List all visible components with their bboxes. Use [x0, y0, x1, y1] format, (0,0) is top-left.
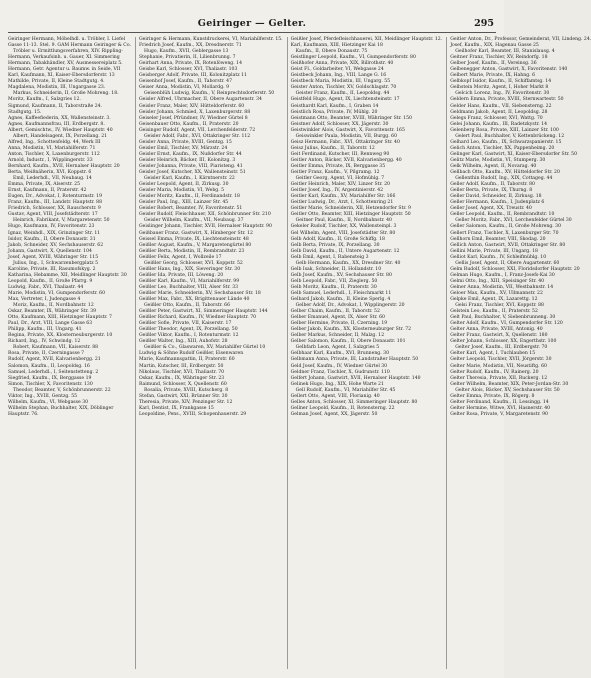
directory-entry: Geisz Hermann, Fabr., XVI, Ottakringer Str. 40 [290, 139, 400, 145]
directory-entry: Gelbfarb Leon, Agent, I, Salzgries 5 [295, 345, 380, 351]
directory-entry: Geißler Viktor, Kaufm., I, Rotenturmstr. 12 [138, 333, 239, 339]
directory-entry: Geld Josef, Kaufm., IV, Wiedner Gürtel 30 [290, 363, 388, 369]
directory-entry: Geirhart Anna, Private, IX, Rotenlöweng. 14 [138, 61, 242, 67]
directory-entry: Theresia, Private, XIV, Penzinger Str. 12 [138, 399, 233, 405]
directory-entry: Geisberger Adolf, Private, III, Kolonitzplatz 11 [138, 73, 247, 79]
directory-entry: Geißler Marie, Schneiderin, XV, Sechshauser Str. 18 [138, 290, 261, 296]
directory-entry: Geisler Leopold, Agent, II, Zirkusg. 30 [138, 182, 229, 188]
directory-entry: Gellner Leopold, Kaufm., II, Rotensterng. 22 [290, 405, 395, 411]
directory-entry: Gelter Hermine, Witwe, XVI, Hasnerstr. 40 [450, 405, 551, 411]
directory-entry: Geißler Sofie, Private, VII, Kaiserstr. 17 [138, 321, 232, 327]
directory-entry: Gellis Josef, Agent, II, Obere Augartenstr. 60 [455, 260, 560, 266]
directory-entry: Karl, Dentist, IX, Frankgasse 15 [138, 405, 214, 411]
directory-entry: Geißler & Co., Glaswaren, XV, Mariahilfer Gürtel 10 [143, 345, 266, 351]
directory-entry: Gelbkopf Isidor, Kaufm., II, Schiffamtsg. 14 [450, 79, 552, 85]
directory-entry: Rudolf, Agent, XVII, Kalvarienbergg. 21 [8, 357, 101, 363]
directory-entry: Geistlich Rosa, Private, IV, Mühlg. 20 [290, 109, 378, 115]
directory-entry: Gelber Salomon, Kaufm., II, Obere Donaustr. 101 [290, 339, 406, 345]
directory-entry: Oskar, Beamter, IX, Währinger Str. 39 [8, 309, 97, 315]
directory-entry: Geistbeck Maria, Modistin, III, Ungarg. 55 [290, 79, 391, 85]
directory-entry: Gelles Anton, Schlosser, XI, Simmeringer Hauptstr. 80 [290, 399, 418, 405]
directory-entry: Albert, Handelsagent, IX, Porzellang. 21 [13, 133, 108, 139]
directory-entry: Siegfried, Kaufm., IX, Berggasse 19 [8, 375, 92, 381]
directory-entry: Geller Leopold, Kaufm., II, Rembrandtstr. 10 [450, 212, 555, 218]
directory-entry: Geitler Marie, Schneiderin, XII, Hetzendorfer Str. 9 [290, 206, 411, 212]
directory-entry: Geisler Josef, Kutscher, XX, Wallensteinstr. 51 [138, 170, 246, 176]
directory-entry: Gelhard Leo, Kaufm., IX, Schwarzspanierstr. 15 [450, 139, 562, 145]
directory-entry: Hauptstr. 76. [8, 411, 39, 417]
directory-entry: Gelman Hugo, Kaufm., I, Franz-Josefs-Kai 30 [450, 272, 555, 278]
directory-entry: Gellini Marie, Private, III, Ungarg. 18 [450, 248, 538, 254]
directory-entry: Gelert Paul, Buchhalter, V, Kettenbrückeng. 12 [455, 133, 565, 139]
directory-entry: Katharina, Hebamme, XII, Meidlinger Hauptstr. 30 [8, 272, 127, 278]
directory-entry: Gasse 11-13. Stel. 9. GAM Hermann Geiringer & Co. [8, 43, 131, 49]
directory-entry: Anton, Tischler, X, Laxenburgerstr. 112 [8, 151, 100, 157]
directory-entry: Geisler Heinrich, Bäcker, III, Kolonitzg. 3 [138, 157, 236, 163]
directory-entry: Max, Vertreter, I, Judengasse 4 [8, 297, 81, 303]
directory-entry: Gelsi Franz, Tischler, XVI, Koppstr. 88 [455, 303, 544, 309]
directory-entry: Leopold, Kaufm., II, Große Pfarrg. 9 [8, 278, 93, 284]
directory-entry: Geldern Emma, Private, XVIII, Sternwartestr. 50 [450, 97, 564, 103]
directory-entry: Rosa, Private, II, Czerningasse 7 [8, 351, 85, 357]
directory-entry: Gellhorn Emil, Beamter, VIII, Skodag. 20 [450, 236, 546, 242]
directory-entry: Gellert Otto, Agent, VIII, Florianig. 40 [290, 393, 380, 399]
directory-entry: Gelliot Karl, Kaufm., IV, Schleifmühlg. 10 [450, 254, 547, 260]
directory-entry: Gelber Jakob, Kaufm., XX, Klosterneuburger Str. 72 [290, 327, 412, 333]
directory-entry: Emil, Lederhdl., VII, Neubaug. 14 [13, 176, 92, 182]
directory-entry: Gelpke Emil, Agent, IX, Lazarettg. 12 [450, 297, 538, 303]
directory-entry: Paul, Dr., Arzt, VIII, Lange Gasse 63 [8, 321, 93, 327]
directory-entry: Gelb Josef, Kaufm., XV, Sechshauser Str. 80 [290, 272, 392, 278]
directory-entry: Tröbler u. Ermittlungsverfahren, XIV. Rippling- [13, 49, 123, 55]
directory-entry: Geloer Max, Kaufm., XV, Ullmannstr. 22 [450, 290, 543, 296]
directory-entry: Bernhard, Kaufm., XVII, Hernalser Hauptstr. 20 [8, 163, 120, 169]
directory-entry: Wilhelm, Kaufm., VI, Webgasse 30 [8, 399, 89, 405]
directory-entry: Agnes, Kaffeefiederin, XX, Wallensteinstr. 3. [8, 115, 111, 121]
directory-entry: Gellenthin Rudolf, Ing., XIX, Cottageg. 44 [455, 176, 553, 182]
directory-column-1 [8, 37, 131, 669]
directory-entry: Geisz Julius, Kaufm., II, Taborstr. 12 [290, 145, 375, 151]
directory-entry: Gelber Adolf, Dr., Advokat, I, Wipplingerstr. 20 [295, 303, 405, 309]
directory-entry: Geißler Berta, Modistin, II, Rembrandtstr. 23 [138, 248, 245, 254]
directory-entry: Heinrich, Fabrikant, V, Margaretenstr. 50 [13, 218, 110, 224]
directory-entry: Geisler Rudolf, Fleischhauer, XII, Schönbrunner Str. 210 [138, 212, 271, 218]
directory-entry: Geisler Paul, Ing., XIII, Lainzer Str. 45 [138, 200, 229, 206]
directory-entry: Geisenhof Josef, Kaufm., II, Taborstr. 47 [138, 79, 233, 85]
directory-entry: Geißler Otto, Kaufm., II, Taborstr. 66 [143, 303, 231, 309]
directory-entry: Geisbe Karl, Schlosser, XVI, Thaliastr. 103 [138, 67, 238, 73]
directory-entry: Gelb Moritz, Kaufm., II, Praterstr. 30 [290, 284, 377, 290]
directory-entry: Sigmund, Kaufmann, II, Taborstraße 24. [8, 103, 103, 109]
directory-entry: Geisler Alfred, Uhrmacher, II, Obere Augartenstr. 34 [138, 97, 262, 103]
directory-entry: Gelter Karl, Agent, I, Tuchlauben 15 [450, 351, 536, 357]
directory-entry: Geitler Anton, Dr., Professor, Gemeinderat, VII, Lindeng. 24. [450, 37, 591, 42]
directory-entry: Gelber Chaim, Kaufm., II, Taborstr. 52 [290, 309, 380, 315]
directory-entry: Salomon, Kaufm., II, Leopoldsg. 16 [8, 363, 90, 369]
directory-entry: Geldmann Jakob, Agent, II, Leopoldsg. 28 [450, 109, 548, 115]
directory-entry: Raimund, Schlosser, X, Quellenstr. 60 [138, 381, 227, 387]
directory-entry: Geisler Johanna, Private, VIII, Piaristeng. 41 [138, 163, 243, 169]
directory-entry: Geißler Richard, Kaufm., IV, Wiedner Hauptstr. 70 [138, 315, 257, 321]
directory-entry: Friedrich, Schlosser, XX, Rauscherstr. 9 [8, 206, 101, 212]
directory-entry: Moritz, Kaufm., I, Salzgries 12. [8, 97, 81, 103]
directory-entry: Gelder Hans, Kaufm., VII, Siebensterng. 22 [450, 103, 552, 109]
directory-entry: Martin, Kutscher, III, Erdbergstr. 50 [138, 363, 224, 369]
directory-entry: Gelm Rudolf, Schlosser, XXI, Floridsdorfer Hauptstr. 20 [450, 266, 580, 272]
directory-entry: Hermann, Getr. Agentur u. Baumw. in Seide, VII [8, 67, 121, 73]
directory-entry: Hermann, Tabakhändler, XV, Ausmessereiplatz 5. [8, 61, 123, 67]
directory-entry: Geißbauer Franz, Gastwirt, X, Himberger Str. 12 [138, 230, 253, 236]
directory-entry: Hugo, Kaufmann, IV, Favoritenstr. 23 [8, 224, 95, 230]
directory-entry: Geißler August, Kaufm., V, Margaretengürtel 80 [138, 242, 252, 248]
directory-entry: Geisler Wilhelm, Kaufm., VII, Neubaug. 37 [143, 218, 244, 224]
directory-entry: Geisler Franz, Maler, XIV, Hütteldorferstr. 60 [138, 103, 245, 109]
directory-entry: Gelinek Hugo, Ing., XIX, Hohe Warte 21 [290, 381, 384, 387]
directory-entry: Geisler Emil, Tischler, XV, Märzstr. 24 [138, 145, 228, 151]
directory-entry: Marie, Modistin, VI, Gumpendorferstr. 60 [8, 290, 106, 296]
directory-entry: Agnes, Kaufmannsfrau, III, Erdbergstr. 8. [8, 121, 105, 127]
directory-entry: Geitler Franz, Kaufm., V, Pilgramg. 12 [290, 170, 380, 176]
directory-entry: Stephanie, Privatierin, II, Lilienbrunng. 7 [138, 55, 236, 61]
directory-entry: Gelitz Marie, Modistin, VI, Stumperg. 30 [450, 157, 546, 163]
directory-entry: Ignaz, Weinhdl., XIX, Grinzinger Str. 11 [8, 230, 101, 236]
directory-entry: Geisinger Rudolf, Agent, VII, Lerchenfelderstr. 72 [138, 127, 256, 133]
directory-entry: Geller Berta, Private, IX, Thurng. 8 [450, 188, 533, 194]
directory-entry: Gelb David, Kaufm., II, Untere Augartenstr. 12 [290, 248, 400, 254]
directory-entry: Geitner Paul, Kaufm., II, Nordbahnstr. 40 [295, 218, 392, 224]
directory-entry: Gel Wilhelm, Agent, VIII, Josefstädter Str. 80 [290, 230, 396, 236]
directory-entry: Gelstein Leo, Kaufm., II, Praterstr. 52 [450, 309, 538, 315]
directory-entry: Gelenberg Rosa, Private, XIII, Lainzer Str. 100 [450, 127, 559, 133]
directory-entry: Gelber Hermine, Private, II, Czerning. 19 [290, 321, 388, 327]
directory-entry: Gelfert Johann, Gastwirt, XVII, Hernalser Hauptstr. 140 [290, 375, 421, 381]
directory-entry: Gelb Leopold, Fabr., VII, Zieglerg. 50 [290, 278, 378, 284]
directory-entry: Oskar, Kaufm., IX, Währinger Str. 23 [138, 375, 225, 381]
directory-entry: Gelbard Jakob, Kaufm., II, Kleine Sperlg. 4 [290, 297, 391, 303]
directory-column-2 [135, 37, 283, 669]
directory-entry: Geistlinger Leopold, Kaufm., VI, Gumpendorferstr. 80 [290, 55, 416, 61]
directory-entry: Emma, Private, IX, Alserstr. 25 [8, 182, 81, 188]
directory-entry: Gelter Rosa, Private, V, Margaretenstr. 90 [450, 411, 548, 417]
directory-entry: Geißler Ida, Private, III, Löweng. 20 [138, 272, 224, 278]
directory-entry: Geller Josef, Agent, XX, Treustr. 40 [450, 206, 532, 212]
directory-entry: Philipp, Kaufm., III, Ungarg. 41 [8, 327, 82, 333]
directory-entry: Geister Anton, Tischler, XV, Goldschlagstr. 70 [290, 85, 397, 91]
directory-entry: Gelman Josef, Agent, XX, Jägerstr. 50 [290, 411, 378, 417]
directory-entry: Gelbmann Anna, Private, III, Landstraßer Hauptstr. 50 [290, 357, 419, 363]
directory-entry: Geldner Franz, Tischler, X, Gudrunstr. 110 [290, 369, 390, 375]
directory-entry: Geisler Johann, Schmied, X, Laxenburgerstr. 88 [138, 109, 251, 115]
directory-entry: Geller Moritz, Fabr., XVI, Lerchenfelder Gürtel 30 [455, 218, 572, 224]
directory-entry: Arnold, Industr., I, Wipplingerstr. 33 [8, 157, 93, 163]
directory-entry: Geller David, Schneider, II, Zirkusg. 18 [450, 194, 542, 200]
directory-entry: Mathilde, Private, II, Kleine Stadtgutg. 4. [8, 79, 105, 85]
directory-entry: Geisler Adolf, Fabr., XVI, Ottakringer Str. 112 [143, 133, 251, 139]
directory-entry: Geller Adolf, Kaufm., II, Taborstr. 80 [450, 182, 535, 188]
directory-entry: Gelbhaar Karl, Kaufm., XVI, Brunneng. 30 [290, 351, 389, 357]
directory-entry: Geiswinkler Paula, Modistin, VII, Burgg. 60 [295, 133, 398, 139]
directory-entry: Gelber Markus, Schneider, II, Malzg. 12 [290, 333, 385, 339]
directory-entry: Geisenbauer Otto, Kaufm., II, Praterstr. 20 [138, 121, 239, 127]
directory-entry: Geisler Robert, Beamter, IV, Favoritenstr. 51 [138, 206, 243, 212]
directory-entry: Leopoldine, Pens., XVIII, Schopenhauerstr. 29 [138, 411, 247, 417]
directory-entry: Gelter Rudolf, Kaufm., IV, Rainerg. 20 [450, 369, 539, 375]
directory-entry: Geißhofer Anna, Private, XIX, Billrothstr. 40 [290, 61, 394, 67]
directory-entry: Josef, Agent, XVIII, Währinger Str. 115 [8, 254, 99, 260]
directory-entry: Geitler Emma, Private, IX, Berggasse 35 [290, 163, 386, 169]
directory-entry: Geißler Felix, Agent, I, Wollzeile 17 [138, 254, 222, 260]
page-header [8, 18, 496, 33]
directory-entry: Eugen, Dr., Advokat, I, Rotenturmstr. 19 [8, 194, 103, 200]
directory-entry: Ernst, Kaufmann, II, Praterstr. 42 [8, 188, 87, 194]
directory-entry: Hugo, Kaufm., XVII, Geblergasse 13 [143, 49, 229, 55]
page-title: Geiringer — Gelter. [197, 18, 307, 29]
directory-entry: Theodor, Beamter, V, Schönbrunnerstr. 22 [13, 387, 111, 393]
directory-entry: Geilhofer Karl, Beamter, III, Stanislausg. 4 [455, 49, 555, 55]
directory-entry: Gelb Adolf, Kaufm., II, Große Schiffg. 18 [290, 236, 385, 242]
directory-entry: Geiser Anna, Modistin, VI, Mollardg. 9 [138, 85, 230, 91]
directory-entry: Anna, Modistin, VI, Mariahilferstr. 71 [8, 145, 96, 151]
directory-entry: Gelb Berta, Private, IX, Porzellang. 30 [290, 242, 380, 248]
directory-entry: Karl, Kaufmann, XIII, Hietzinger Kai 18 [290, 43, 383, 49]
directory-entry: Gelb Emil, Agent, I, Rabensteig 3 [290, 254, 369, 260]
directory-entry: Geißler Theodor, Agent, IX, Porzellang. 50 [138, 327, 238, 333]
directory-entry: Gelter Alois, Bäcker, XV, Sechshauser Str. 50 [455, 387, 560, 393]
directory-entry: Hermann, Verkaufsinh. u. Gauer, XI. Simmering [8, 55, 120, 61]
directory-columns [8, 37, 591, 669]
directory-entry: Friedrich Josef, Kaufm., XX, Dresdnerstr. 71 [138, 43, 242, 49]
directory-entry: Gelter Adolf, Kaufm., VI, Gumpendorfer Str. 120 [450, 321, 563, 327]
directory-entry: Geißler Josef, Pferdefleischhauerei, XII, Meidlinger Hauptstr. 12. [290, 37, 443, 42]
directory-entry: Gelcich Lorenz, Ing., IV, Favoritenstr. 30 [455, 91, 550, 97]
directory-entry: Geistmann Otto, Beamter, XVIII, Währinger Str. 150 [290, 115, 412, 121]
directory-entry: Geisenblüh Ludwig, Kaufm., V, Reinprechtsdorferstr. 50 [143, 91, 275, 97]
directory-entry: Gelbert Marie, Private, IX, Hahng. 6 [450, 73, 535, 79]
directory-entry: Gelter Ferdinand, Kaufm., II, Lessingg. 14 [450, 399, 549, 405]
directory-entry: Geitler Karl, Kaufm., XV, Mariahilfer Str. 166 [290, 194, 396, 200]
directory-entry: Julius, Ing., I, Schwarzenbergplatz 5 [13, 260, 99, 266]
directory-entry: Markus, Schneiderin, II, Große Mohreng. 18. [13, 91, 119, 97]
directory-entry: Geitler Heinrich, Maler, XIV, Linzer Str. 20 [290, 182, 390, 188]
directory-entry: Samuel, Lederhdl., I, Seitenstetteng. 2 [8, 369, 99, 375]
directory-entry: Gelber Emanuel, Agent, IX, Alser Str. 60 [290, 315, 385, 321]
directory-entry: Magdalena, Modistin, III, Ungargasse 23. [8, 85, 106, 91]
directory-entry: Berta, Weißnäherin, XVI, Koppstr. 6 [8, 170, 92, 176]
page-number: 295 [474, 18, 494, 29]
directory-entry: Geitler Anton, Bäcker, XVII, Kalvarienbergg. 40 [290, 157, 402, 163]
directory-entry: Gelk Wilhelm, Agent, II, Novarag. 40 [450, 163, 537, 169]
directory-entry: Franz, Kaufm., III, Landstr. Hauptstr. 88 [8, 200, 103, 206]
directory-entry: Stadtgutg. 15. [8, 109, 42, 115]
directory-entry: Geislinger Johann, Tischler, XVII, Hernalser Hauptstr. 90 [138, 224, 272, 230]
directory-entry: Geistwinkler Alois, Gastwirt, X, Favoritenstr. 165 [290, 127, 405, 133]
directory-entry: Gelei Johann, Kaufm., III, Radetzkystr. 14 [450, 121, 548, 127]
directory-entry: Geißler Max, Fabr., XX, Brigittenauer Lände 40 [138, 297, 250, 303]
directory-entry: Geitler Georg, Agent, VI, Hofmühlg. 7 [295, 176, 385, 182]
directory-entry: Wilhelm Stephan, Buchhalter, XIX, Döblinger [8, 405, 114, 411]
directory-entry: Karoline, Private, III, Rasumofskyg. 2 [8, 266, 96, 272]
directory-entry: Gelinger Karl, Gastwirt, XI, Kaiser-Ebersdorfer Str. 50 [450, 151, 577, 157]
directory-entry: Rosalia, Private, XVIII, Kutscherg. 8 [143, 387, 229, 393]
directory-entry: Gelner Anna, Modistin, VII, Westbahnstr. 14 [450, 284, 554, 290]
directory-entry: Gell Rudolf, Kaufm., VI, Mariahilfer Str. 45 [295, 387, 396, 393]
directory-entry: Geisler Maria, Modistin, VI, Webg. 5 [138, 188, 225, 194]
directory-entry: Geist Fl., Goldarbeiter, VI, Webgasse 24 [290, 67, 384, 73]
directory-entry: Gelb Samuel, Lederhdl., I, Fleischmarkt 11 [290, 290, 392, 296]
directory-entry: Ludwig, Fabr., XVI, Thaliastr. 44 [8, 284, 84, 290]
directory-entry: Gelt Paul, Buchhalter, V, Siebenbrunneng. 30 [450, 315, 556, 321]
directory-entry: Moriz, Kaufm., II, Nordbahnstr. 12 [13, 303, 94, 309]
directory-entry: Gellbach Otto, Kaufm., XV, Hütteldorfer Str. 20 [450, 170, 560, 176]
directory-entry: Gelter Franz, Gastwirt, X, Quellenstr. 180 [450, 333, 548, 339]
directory-entry: Geiringer & Hermann, Kunstdruckerei, VI, Mariahilferstr. 15. [138, 37, 283, 42]
directory-entry: Geisler Karl, Kaufm., I, Kärntnerstr. 22 [143, 176, 235, 182]
directory-entry: Stefan, Gastwirt, XXI, Brünner Str. 30 [138, 393, 228, 399]
directory-entry: Otto, Kaufmann, XIII, Hietzinger Hauptstr. 7 [8, 315, 112, 321]
directory-entry: Gelbstein Moritz, Agent, I, Hoher Markt 8 [450, 85, 549, 91]
directory-entry: Gelter Leopold, Tischler, XVII, Jörgerstr. 30 [450, 357, 552, 363]
directory-entry: Geller Hermann, Kaufm., I, Judenplatz 6 [450, 200, 545, 206]
directory-entry: Geißler Karl, Kaufm., VI, Mariahilferstr. 99 [138, 278, 240, 284]
directory-entry: Nikolaus, Tischler, XVI, Thaliastr. 70 [138, 369, 225, 375]
directory-entry: Geißler Leo, Buchhalter, VIII, Alser Str. 33 [138, 284, 239, 290]
directory-entry: Albert, Gemischtw., IV, Wiedner Hauptstr. 40 [8, 127, 113, 133]
directory-entry: Jakob, Schneider, XV, Sechshauserstr. 62 [8, 242, 104, 248]
directory-column-3 [287, 37, 443, 669]
directory-entry: Geistfeld Hugo, Agent, IX, Liechtensteinstr. 17 [290, 97, 400, 103]
directory-entry: Geisler Anna, Private, XVIII, Gentzg. 15 [138, 139, 232, 145]
directory-entry: Geisthardt Karl, Kaufm., I, Graben 14 [290, 103, 379, 109]
directory-entry: Geißler Georg, Schlosser, XVI, Koppstr. 52 [143, 260, 243, 266]
directory-entry: Geisler Ernst, Kaufm., IX, Nußdorfer Str. 44 [138, 151, 242, 157]
directory-entry: Gelbenegger Anton, Gastwirt, X, Favoritenstr. 140 [450, 67, 568, 73]
directory-entry: Gelter Wilhelm, Beamter, XIX, Peter-Jordan-Str. 30 [450, 381, 569, 387]
directory-entry: Marie, Kaufmannsgattin, II, Praterstr. 60 [138, 357, 235, 363]
directory-entry: Viktor, Ing., XVIII, Gentzg. 55 [8, 393, 78, 399]
directory-entry: Karl, Kaufmann, XI, Kaiser-Ebersdorferstr. 13 [8, 73, 115, 79]
directory-entry: Geistner Adolf, Schlosser, XX, Jägerstr. 30 [290, 121, 389, 127]
directory-entry: Gellich Anton, Gastwirt, XVII, Ottakringer Str. 80 [450, 242, 566, 248]
directory-entry: Gelegs Franz, Schlosser, XVI, Wattg. 70 [450, 115, 543, 121]
directory-entry: Gellert Franz, Tischler, X, Laxenburger Str. 70 [450, 230, 559, 236]
directory-entry: Gelter Theresia, Private, XII, Ruckerg. 12 [450, 375, 548, 381]
directory-entry: Simon, Tischler, X, Favoritenstr. 130 [8, 381, 93, 387]
directory-entry: Geißler Walter, Ing., XIII, Auhofstr. 28 [138, 339, 228, 345]
directory-entry: Josef, Kaufm., XIX, Hagenau Gasse 25 [450, 43, 539, 49]
directory-entry: Geisler Moritz, Kaufm., II, Ferdinandstr. 18 [138, 194, 240, 200]
directory-entry: Geller Salomon, Kaufm., II, Große Mohreng. 30 [450, 224, 562, 230]
directory-entry: Isidor, Kaufm., II, Obere Donaustr. 31 [8, 236, 96, 242]
directory-entry: Geiseler Josef, Pfründner, IV, Wiedner Gürtel 8 [138, 115, 248, 121]
directory-entry: Geit Ferdinand, Kutscher, III, Rennweg 90 [290, 151, 390, 157]
directory-entry: Gustav, Agent, VIII, Josefstädterstr. 17 [8, 212, 98, 218]
directory-entry: Gelter Emma, Private, IX, Rögerg. 8 [450, 393, 535, 399]
directory-entry: Gelter Marie, Modistin, VII, Neustiftg. 60 [450, 363, 547, 369]
directory-entry: Geißler Hans, Ing., XIX, Sieveringer Str. 30 [138, 266, 241, 272]
directory-entry: Geister Franz, Kaufm., II, Leopoldsg. 44 [295, 91, 390, 97]
directory-entry: Geitler Josef, Ing., IV, Argentinierstr. 42 [290, 188, 384, 194]
directory-entry: Geitler Ludwig, Dr., Arzt, I, Schottenring 21 [290, 200, 394, 206]
directory-entry: Gelter Josef, Kaufm., III, Erdbergstr. 70 [455, 345, 548, 351]
directory-entry: Gelter Anna, Private, XVIII, Antonig. 40 [450, 327, 543, 333]
directory-column-4 [446, 37, 591, 669]
directory-entry: Johann, Gastwirt, X, Quellenstr. 104 [8, 248, 92, 254]
directory-entry: Gelmi Otto, Ing., XIII, Speisinger Str. 40 [450, 278, 545, 284]
directory-entry: Geißler Peter, Gastwirt, XI, Simmeringer Hauptstr. 144 [138, 309, 268, 315]
directory-entry: Gekeler Rudolf, Tischler, XX, Wallensteinpl. 3 [290, 224, 397, 230]
directory-entry: Regina, Private, XX, Klosterneuburgerstr. 10 [8, 333, 113, 339]
directory-entry: Kaufm., II, Obere Donaustr. 75 [295, 49, 368, 55]
directory-entry: Geiringer Hermann, Möbelhdl. u. Tröbler, I. Liefel [8, 37, 126, 42]
directory-entry: Ludwig & Söhne Rudolf Geißler, Eisenwaren [138, 351, 244, 357]
directory-entry: Gelb Isak, Schneider, II, Hollandstr. 10 [290, 266, 382, 272]
directory-entry: Gelter Johann, Schlosser, XX, Engerthstr. 100 [450, 339, 557, 345]
directory-entry: Robert, Kaufmann, VII, Kaiserstr. 88 [13, 345, 99, 351]
directory-entry: Geistbeck Johann, Ing., VIII, Lange G. 16 [290, 73, 387, 79]
directory-entry: Gelich Anton, Tischler, XX, Pappenheimg. 20 [450, 145, 555, 151]
directory-entry: Alfred, Ing., Schottenfeldg. 44, Werk III [8, 139, 101, 145]
directory-entry: Geissel Emma, Private, IX, Liechtensteinstr. 48 [138, 236, 249, 242]
directory-entry: Geitler Otto, Beamter, XIII, Hietzinger Hauptstr. 50 [290, 212, 411, 218]
directory-entry: Richard, Ing., IV, Schwindg. 12 [8, 339, 81, 345]
directory-entry: Geitner Franz, Tischler, XV, Reindorfg. 18 [450, 55, 548, 61]
directory-entry: Gelb Hermann, Kaufm., XX, Dresdner Str. 40 [295, 260, 401, 266]
directory-entry: Gelber Josef, Kaufm., II, Vereinsg. 36 [450, 61, 537, 67]
